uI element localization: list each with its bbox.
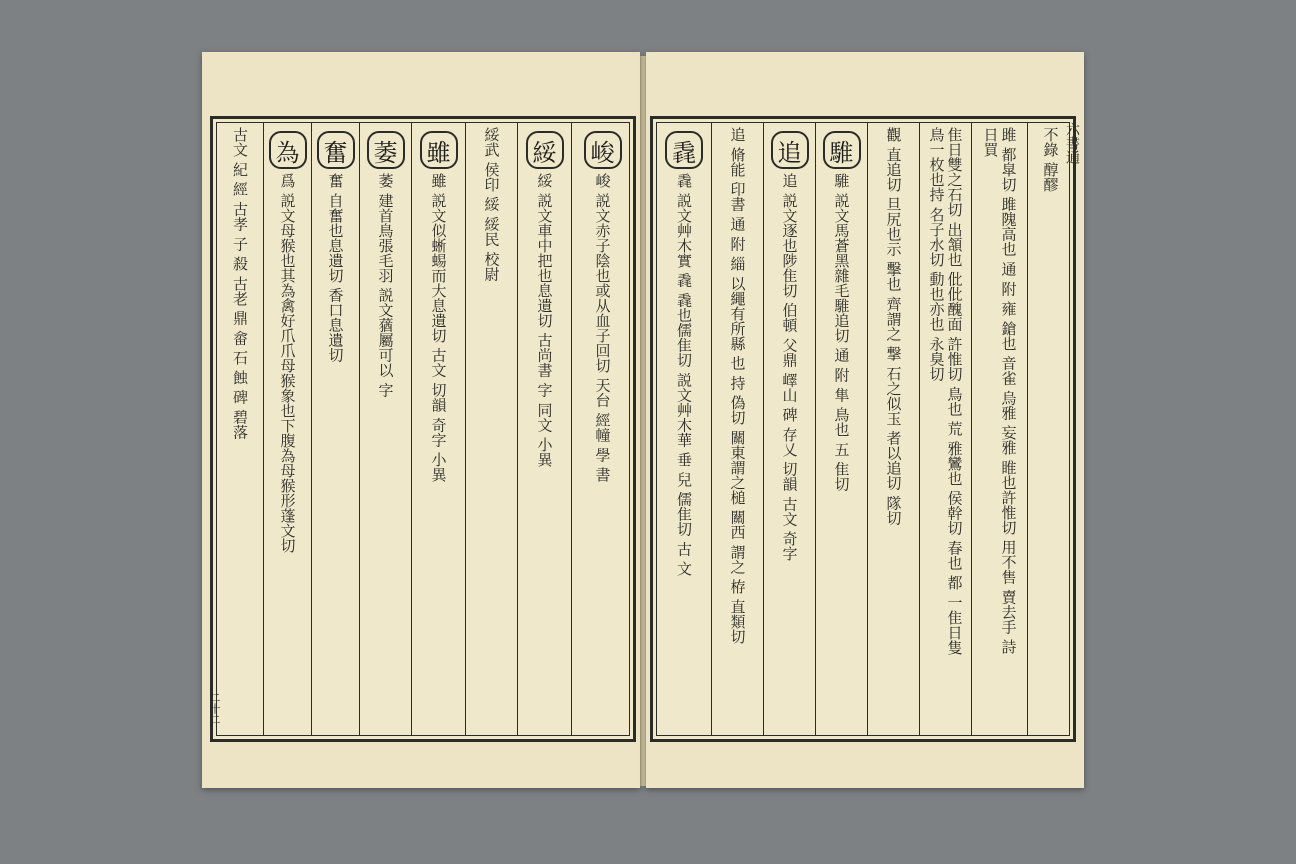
column-text: 不錄 醇醪 [1041,127,1060,192]
column-text: 綏武 侯印 綏 綏民 校尉 [482,127,501,282]
left-column-6 [465,123,517,735]
left-column-8 [571,123,633,735]
entry-head: 萎 [367,131,405,169]
left-text-frame [210,116,636,742]
column-text: 追 説文逐也陟隹切 伯頓 父鼎 嶧山 碑 存乂 切韻 古文 奇字 [780,173,799,561]
page-number: 二十二 [208,692,221,725]
right-text-frame [650,116,1076,742]
column-text: 騅 説文馬蒼黑雜毛騅追切 通 附 隼 鳥也 五 隹切 [832,173,851,492]
column-text: 雎 都皐切 雎隗高也 通 附 雍 鎗也 音雀 烏雅 妄雅 睢也許惟切 用不售 賣去手 詩日買 [981,127,1018,654]
column-text: 綏 説文車中把也息遺切 古尚書 字 同文 小異 [535,173,554,467]
left-column-1 [217,123,263,735]
entry-head: 峻 [584,131,622,169]
column-text: 觀 直追切 旦尻也示 擊也 齊謂之 撃 石之似玉 者以追切 隊切 [884,127,903,526]
left-column-2 [263,123,311,735]
column-text: 毳 説文艸木實 毳 毳也儒隹切 説文艸木華 垂 兒 儒隹切 古 文 [675,173,693,576]
right-page [646,52,1084,788]
column-text: 峻 説文赤子陰也或从血子回切 天台 經幢 學 書 [593,173,612,482]
right-column-4 [815,123,867,735]
right-column-1 [657,123,711,735]
column-text: 雖 説文似蜥蜴而大息遺切 古文 切韻 奇字 小異 [429,173,448,482]
entry-head: 雖 [420,131,458,169]
left-column-4 [359,123,411,735]
column-text: 隹日雙之石切 出頷也 仳仳醜面 許惟切 鳥也 荒 雅鸞也 侯幹切 春也 都 一隹日隻 鳥一枚也持 名子水切 動也亦也 永臭切 [927,127,964,655]
right-column-7 [971,123,1027,735]
column-text: 古文 紀 經 古孝 子 殺 古老 鼎 畲 石 蝕 碑 碧落 [231,127,249,440]
entry-head: 騅 [823,131,861,169]
right-column-6 [919,123,971,735]
left-page [202,52,640,788]
book-title-edge: 六書通 [1064,122,1080,164]
entry-head: 綏 [526,131,564,169]
open-book [196,52,1088,792]
entry-head: 追 [771,131,809,169]
entry-head: 毳 [665,131,703,169]
left-column-3 [311,123,359,735]
column-text: 萎 建首鳥張毛羽 説文蕕屬可以 字 [376,173,395,398]
column-text: 爲 説文母猴也其為禽好爪爪母猴象也下腹為母猴形蓬文切 [278,173,297,553]
column-text: 追 脩能 印書 通 附 緇 以繩有所縣 也 持 偽切 關東謂之槌 關西 謂之 栫 直類切 [728,127,747,644]
left-column-5 [411,123,465,735]
right-column-3 [763,123,815,735]
entry-head: 奮 [317,131,355,169]
right-column-2 [711,123,763,735]
column-text: 奮 自奮也息遺切 香口息遺切 [326,173,345,363]
right-column-8 [1027,123,1073,735]
entry-head: 為 [269,131,307,169]
right-column-5 [867,123,919,735]
left-column-7 [517,123,571,735]
